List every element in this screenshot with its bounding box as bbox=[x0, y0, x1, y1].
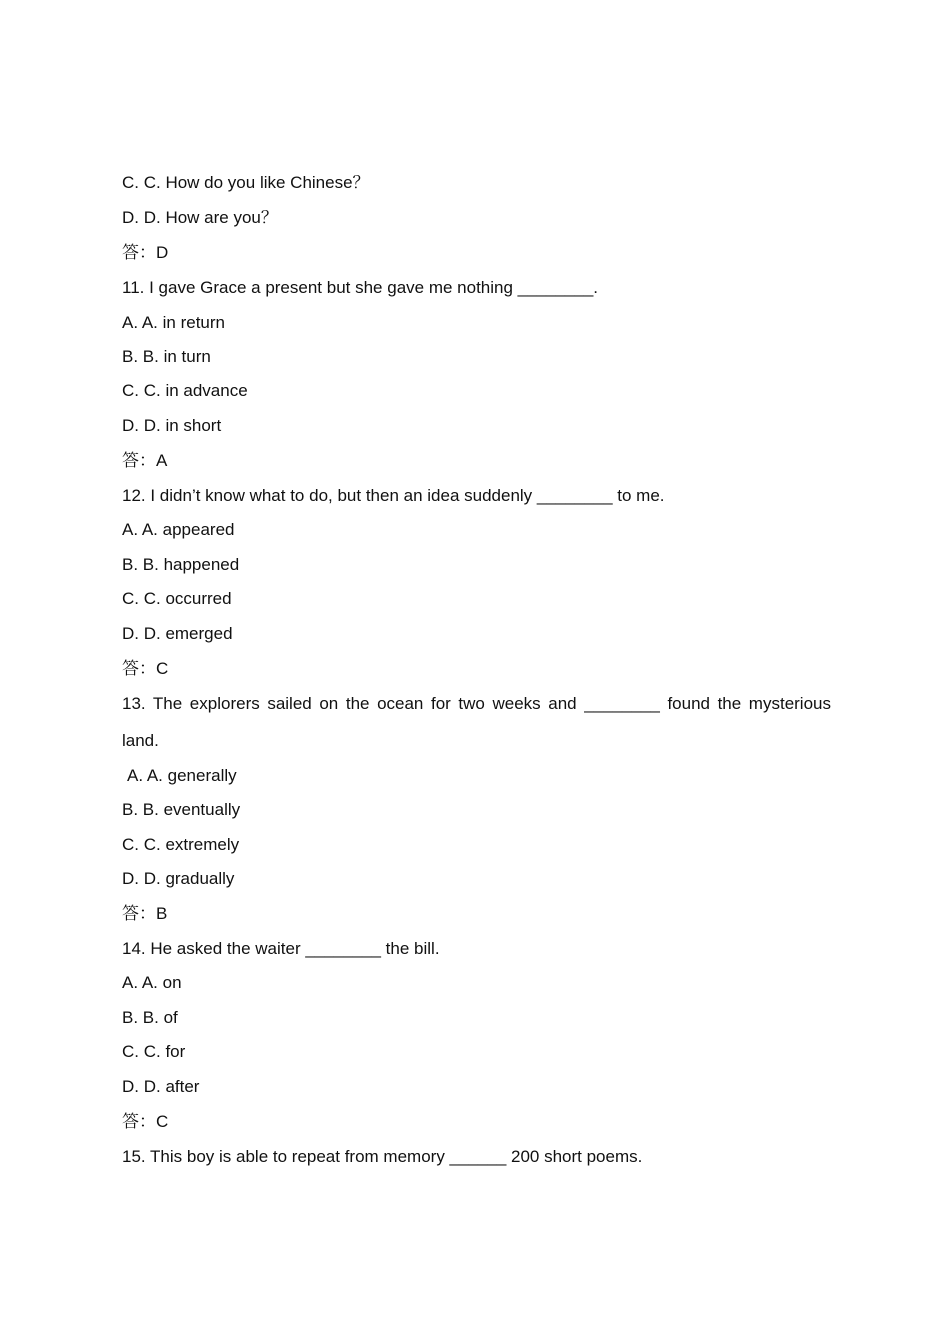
q11-option-d: D. D. in short bbox=[122, 416, 222, 435]
q10-option-c: C. C. How do you like Chinese？ bbox=[122, 173, 370, 192]
q13-option-d: D. D. gradually bbox=[122, 869, 235, 888]
q11-option-b: B. B. in turn bbox=[122, 347, 211, 366]
q14-option-c: C. C. for bbox=[122, 1042, 186, 1061]
q10-answer: 答：D bbox=[122, 243, 169, 262]
q12-option-a: A. A. appeared bbox=[122, 520, 235, 539]
q13-option-a: A. A. generally bbox=[127, 766, 237, 785]
q13-question-continuation: land. bbox=[122, 731, 159, 750]
q12-option-d: D. D. emerged bbox=[122, 624, 233, 643]
q11-option-a: A. A. in return bbox=[122, 313, 225, 332]
q13-option-b: B. B. eventually bbox=[122, 800, 241, 819]
q13-option-c: C. C. extremely bbox=[122, 835, 240, 854]
q10-option-d: D. D. How are you？ bbox=[122, 208, 278, 227]
q14-option-a: A. A. on bbox=[122, 973, 182, 992]
q14-option-b: B. B. of bbox=[122, 1008, 178, 1027]
q12-answer: 答：C bbox=[122, 659, 169, 678]
q15-question: 15. This boy is able to repeat from memory ______ 200 short poems. bbox=[122, 1147, 643, 1166]
q14-question: 14. He asked the waiter ________ the bill. bbox=[122, 939, 440, 958]
q12-question: 12. I didn’t know what to do, but then an idea suddenly ________ to me. bbox=[122, 486, 665, 505]
q12-option-b: B. B. happened bbox=[122, 555, 240, 574]
q12-option-c: C. C. occurred bbox=[122, 589, 232, 608]
q11-option-c: C. C. in advance bbox=[122, 381, 248, 400]
q11-question: 11. I gave Grace a present but she gave me nothing ________. bbox=[122, 278, 599, 297]
q11-answer: 答：A bbox=[122, 451, 168, 470]
q14-option-d: D. D. after bbox=[122, 1077, 200, 1096]
q14-answer: 答：C bbox=[122, 1112, 169, 1131]
q13-answer: 答：B bbox=[122, 904, 168, 923]
q13-question: 13. The explorers sailed on the ocean for two weeks and ________ found the mysterious bbox=[122, 694, 831, 713]
